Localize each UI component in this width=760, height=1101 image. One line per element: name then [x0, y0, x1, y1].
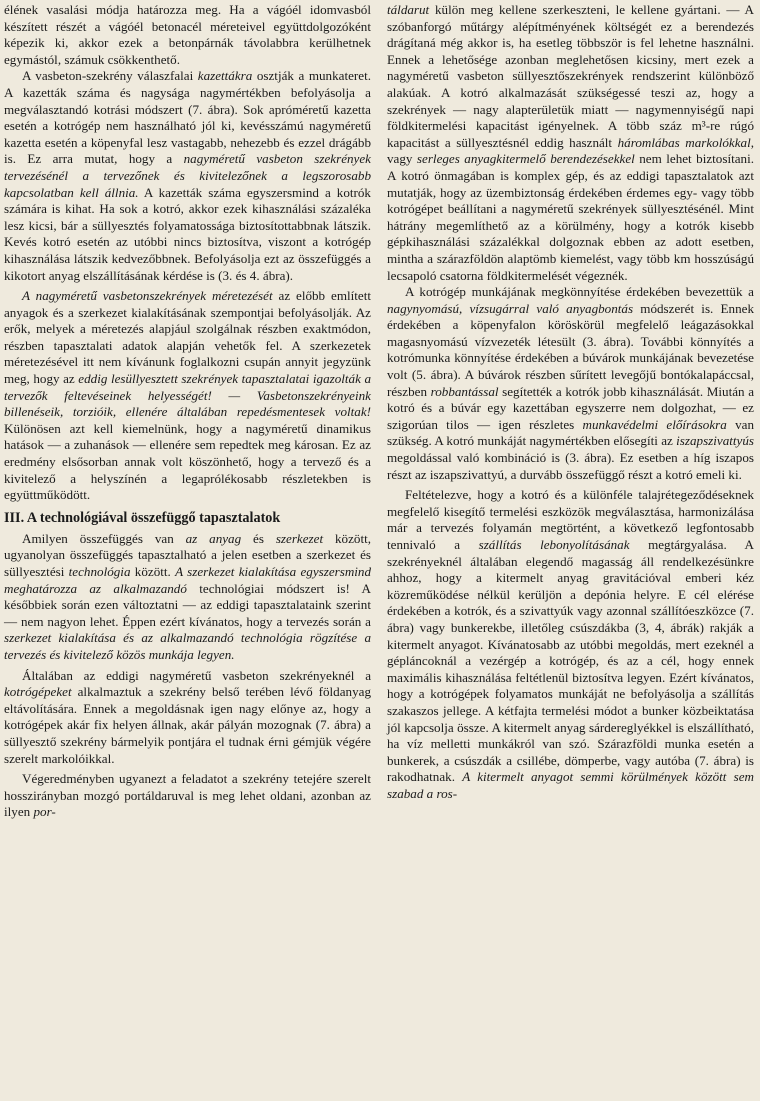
paragraph: [387, 2, 754, 284]
emphasis-text: iszapszivattyús: [676, 433, 754, 449]
text-run: A vasbeton-szekrény válaszfalai: [22, 68, 198, 84]
paragraph: [4, 68, 371, 284]
emphasis-text: szállítás lebonyolításának: [478, 537, 630, 552]
emphasis-text: szerkezet: [275, 530, 324, 546]
text-run: között.: [130, 564, 176, 579]
text-run: módszerét is. Ennek érdekében a köpenyfalon köröskörül megfelelő leágazásokkal magasnyomású vízvezeték létesült (3. ábra). További könnyítés a kotrómunka könnyítése érdekében a búvárok munkájának bevezetése volt (5. ábra). A búvárok részben sűrített levegőjű bontókalapáccsal, részben: [387, 300, 754, 399]
text-run: megoldással való kombináció is (3. ábra). Ez esetben a híg iszapos részt az iszapszivattyú, a durvább összefüggő részt a kotró emeli ki.: [387, 450, 754, 482]
text-run: élének vasalási módja határozza meg. Ha a vágóél idomvasból készített részét a vágóél betonacél méreteivel együttdolgozóként képezik ki, akkor ezek a betonpárnák távolabbra kerülhetnek egymástól, számuk csökkenthető.: [4, 2, 371, 67]
text-run: alkalmaztuk a szekrény belső terében lévő földanyag eltávolítására. Ennek a megoldásnak igen nagy előnye az, hogy a kotrógépek akár fix helyen állnak, akár pályán mozognak (7. ábra) a süllyesztő szekrény bármelyik pontjára el tudnak érni gémjük végére szerelt markolóikkal.: [4, 684, 371, 766]
text-run: és: [241, 530, 276, 546]
emphasis-text: technológia: [68, 564, 131, 579]
text-run: Különösen azt kell kiemelnünk, hogy a nagyméretű dinamikus hatások — a zuhanások — ellenére sem repedtek meg károsan. Ez az eredmény elsősorban annak volt köszönhető, hogy a tervező és a kivitelező a helyszínén a legaprólékosabb részletekben is együttműködött.: [4, 420, 371, 503]
text-run: megtárgyalása. A szekrényeknél általában elegendő magasság áll rendelkezésünkre ahhoz, hogy a kitermelt anyag gravitációval emberi kéz közreműködése nélkül kerüljön a depónia helyre. E cél elérése érdekében a kotrók, és a szivattyúk vagy azonnal szállítóeszközce (7. ábra) vagy bunkerekbe, illetőleg csúszdákba (3, 4, ábrák) rakják a kitermelt anyagot. Kívánatosabb az utóbbi megoldás, mert ezeknél a gépláncoknál a vezérgép a kotrógép, és az a cél, hogy ennek maximális kihasználása feltétlenül biztosítva legyen. Ezért kívánatos, hogy a kotrógépek folyamatos munkáját ne befolyásolja a szállítás szakaszos jellege. A kétfajta termelési módot a bunker közbeiktatása jól kapcsolja össze. A kitermelt anyag sárdereglyékkel is elszállítható, ha víz melletti munkákról van szó. Szárazföldi munka esetén a bunkerek, a csúszdák a csillébe, dömperbe, vagy autóba (7. ábra) is rakodhatnak.: [387, 537, 754, 785]
emphasis-text: szerkezet kialakítása és az alkalmazandó technológia rögzítése a tervezés és kivitelező közös munkája legyen.: [4, 630, 371, 662]
paragraph: [387, 284, 754, 483]
paragraph: [387, 487, 754, 802]
emphasis-text: háromlábas markolókkal: [617, 134, 751, 150]
section-heading: III. A technológiával összefüggő tapasztalatok: [4, 509, 281, 526]
text-run: segítették a kotrók jobb kihasználását. Miután a kotró és a búvár egy kazettában egyszerre nem dolgozhat, — ez szigorúan tilos — igen részletes: [387, 383, 754, 432]
text-run: Általában az eddigi nagyméretű vasbeton szekrényeknél a: [22, 667, 371, 683]
emphasis-text: eddig lesüllyesztett szekrények tapasztalatai igazolták a tervezők feltevéseinek helyességét! — Vasbetonszekrényeink billenéseik, torzióik, ellenére általában repedésmentesek voltak!: [4, 371, 371, 420]
text-run: A kazetták száma egyszersmind a kotrók számára is kihat. Ha sok a kotró, akkor ezek kihasználási százaléka lesz kicsi, bár a süllyesztés folyamatossága biztosítottabbnak látszik. Kevés kotró esetén az utóbbi nincs biztosítva, viszont a kotrógép kihasználása látszik kedvezőbbnek. Befolyásolja ezt az összefüggés a kikotort anyag elszállításának kérdése is (3. és 4. ábra).: [4, 184, 371, 283]
text-run: nem lehet biztosítani. A kotró önmagában is komplex gép, és az eddigi tapasztalatok azt mutatják, hogy az üzembiztonság érdekében érdemes egy- vagy több kotrógépet beállítani a nagyméretű szekrények süllyesztésénél. Mint hátrány megemlíthető az a körülmény, hogy a kotrók kisebb gépkihasználási százalékkal dolgoznak ebben az adott esetben, mintha a szárazföldön alaptömb kiemelést, vagy több km hosszúságú lecsapoló csatorna földkitermelését végeznék.: [387, 151, 754, 283]
emphasis-text: nagyméretű vasbeton szekrények tervezésénél a tervezőnek és kivitelezőnek a legszorosabb kapcsolatban kell állnia.: [4, 151, 371, 200]
emphasis-text: A szerkezet kialakítása egyszersmind meghatározza az alkalmazandó: [4, 564, 372, 596]
text-run: van szükség. A kotró munkáját nagymértékben elősegíti az: [387, 416, 754, 449]
text-run: Feltételezve, hogy a kotró és a különféle talajrétegeződéseknek megfelelő kisegítő termelési eszközök megválasztása, harmonizálása már a tervezés folyamán megtörtént, a következő legfontosabb tennivaló a: [387, 487, 754, 552]
left-column: [4, 2, 371, 1101]
paragraph: [4, 668, 371, 768]
text-run: külön meg kellene szerkeszteni, le kellene gyártani. — A szóbanforgó műtárgy alépítményének költségét ez a berendezés drágítaná még akkor is, ha esetleg többször is fel lehetne használni. Ennek a lehetősége azonban meglehetősen kicsiny, mert ezek a nagyméretű vasbeton süllyesztőszekrények rendszerint különböző alakúak. A kotró alkalmazását szükségessé teszi az, hogy a szekrények — nagy alapterületük miatt — nagymennyiségű napi földkitermelési kapacitást igényelnek. A több száz m³-re rúgó kapacitást a süllyesztésnél eddig használt: [387, 2, 754, 150]
text-run: , vagy: [387, 134, 754, 167]
right-column: [387, 2, 754, 1101]
emphasis-text: az anyag: [185, 530, 242, 546]
text-run: között, ugyanolyan összefüggés tapasztalható a jelen esetben a szerkezet és süllyesztési: [4, 530, 371, 579]
paragraph: [4, 288, 371, 504]
text-run: A kotrógép munkájának megkönnyítése érdekében bevezettük a: [405, 284, 754, 300]
paragraph: [4, 531, 371, 664]
text-run: technológiai módszert is! A későbbiek során ezen változtatni — az eddigi tapasztalataink szerint — nem nagyon lehet. Éppen ezért kívánatos, hogy a tervezés során a: [4, 580, 371, 629]
text-run: az előbb említett anyagok és a szerkezet kialakításának szempontjai befolyásolják. Az erők, melyek a méretezés alapjául szolgálnak részben exaktmódon, részben tapasztalati adatok alapján vehetők fel. A szerkezetek méretezésével itt nem kívánunk foglalkozni csupán annyit jegyzünk meg, hogy az: [4, 288, 371, 387]
text-run: Amilyen összefüggés van: [22, 530, 186, 546]
emphasis-text: A kitermelt anyagot semmi körülmények között sem szabad a ros-: [387, 769, 755, 801]
emphasis-text: kotrógépeket: [4, 684, 72, 700]
text-run: osztják a munkateret. A kazetták száma és nagysága nagymértékben befolyásolja a megválasztandó kotrási módszert (7. ábra). Sok apróméretű kazetta esetén a kotrógép nem használható jól ki, kevésszámú nagyméretű kazetta esetén a köpenyfal lesz vastagabb, nehezebb és ezzel drágább is. Ez arra mutat, hogy a: [4, 68, 371, 167]
text-run: Végeredményben ugyanezt a feladatot a szekrény tetejére szerelt hosszirányban mozgó portáldaruval is meg lehet oldani, azonban az ilyen: [4, 771, 371, 820]
emphasis-text: por-: [33, 804, 56, 820]
paragraph: [4, 771, 371, 821]
emphasis-text: táldarut: [387, 2, 430, 17]
emphasis-text: serleges anyagkitermelő berendezésekkel: [416, 151, 635, 167]
emphasis-text: kazettákra: [197, 68, 253, 84]
emphasis-text: A nagyméretű vasbetonszekrények méretezését: [22, 288, 273, 304]
emphasis-text: nagynyomású, vízsugárral való anyagbontás: [387, 300, 634, 316]
emphasis-text: munkavédelmi előírásokra: [582, 416, 727, 432]
emphasis-text: robbantással: [430, 383, 499, 399]
paragraph: [4, 2, 371, 68]
